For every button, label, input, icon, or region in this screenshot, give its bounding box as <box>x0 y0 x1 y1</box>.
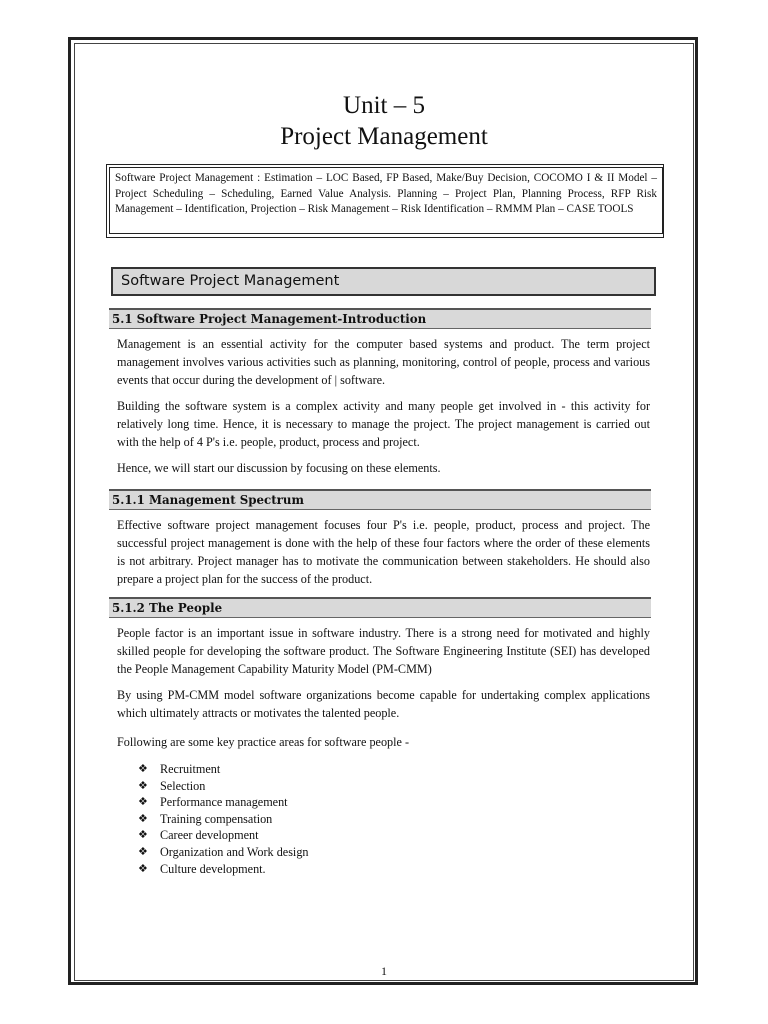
practice-areas-list <box>138 761 309 877</box>
list-item <box>138 761 309 778</box>
intro-paragraph-3: Hence, we will start our discussion by focusing on these elements. <box>117 461 441 475</box>
list-item <box>138 778 309 795</box>
list-item-label: Culture development. <box>160 861 266 876</box>
people-paragraph-1: People factor is an important issue in software industry. There is a strong need for motivated and highly skilled people for developing the software product. The Software Engineering Institute (SEI) has developed the People Management Capability Maturity Model (PM-CMM) <box>117 626 650 676</box>
list-item <box>138 794 309 811</box>
spectrum-paragraph-1: Effective software project management focuses four P's i.e. people, product, process and project. The successful project management is done with the help of these four factors where the order of these elements is not arbitrary. Project manager has to motivate the communication between stakeholders. He should also prepare a project plan for the success of the product. <box>117 518 650 586</box>
section-heading-spectrum: 5.1.1 Management Spectrum <box>109 489 651 510</box>
intro-paragraph-2: Building the software system is a complex activity and many people get involved in - this activity for relatively long time. Hence, it is necessary to manage the project. The project management is carried out with the help of 4 P's i.e. people, product, process and project. <box>117 399 650 449</box>
unit-title: Unit – 5 <box>343 92 425 119</box>
diamond-bullet-icon: ❖ <box>138 811 148 825</box>
page-title: Project Management <box>280 123 488 150</box>
list-item <box>138 827 309 844</box>
diamond-bullet-icon: ❖ <box>138 795 148 809</box>
list-item <box>138 844 309 861</box>
list-item-label: Organization and Work design <box>160 844 309 859</box>
page-number: 1 <box>381 964 387 978</box>
intro-paragraph-1: Management is an essential activity for the computer based systems and product. The term project management involves various activities such as planning, monitoring, control of people, process and various events that occur during the development of | software. <box>117 337 650 387</box>
list-item-label: Selection <box>160 778 206 793</box>
diamond-bullet-icon: ❖ <box>138 762 148 775</box>
list-item <box>138 811 309 828</box>
main-section-heading: Software Project Management <box>111 267 656 296</box>
diamond-bullet-icon: ❖ <box>138 778 148 792</box>
list-item <box>138 861 309 878</box>
list-item-label: Performance management <box>160 795 288 810</box>
list-item-label: Career development <box>160 828 259 843</box>
diamond-bullet-icon: ❖ <box>138 861 148 875</box>
syllabus-box: Software Project Management : Estimation – LOC Based, FP Based, Make/Buy Decision, COCOMO I & II Model – Project Scheduling – Scheduling, Earned Value Analysis. Planning – Project Plan, Planning Process, RFP Risk Management – Identification, Projection – Risk Management – Risk Identification – RMMM Plan – CASE TOOLS <box>109 167 663 234</box>
diamond-bullet-icon: ❖ <box>138 844 148 858</box>
diamond-bullet-icon: ❖ <box>138 828 148 842</box>
section-heading-intro: 5.1 Software Project Management-Introduction <box>109 308 651 329</box>
section-heading-people: 5.1.2 The People <box>109 597 651 618</box>
list-item-label: Training compensation <box>160 811 273 826</box>
list-item-label: Recruitment <box>160 762 221 776</box>
people-paragraph-2: By using PM-CMM model software organizations become capable for undertaking complex applications which ultimately attracts or motivates the talented people. <box>117 688 650 720</box>
people-paragraph-3: Following are some key practice areas for software people - <box>117 735 410 749</box>
